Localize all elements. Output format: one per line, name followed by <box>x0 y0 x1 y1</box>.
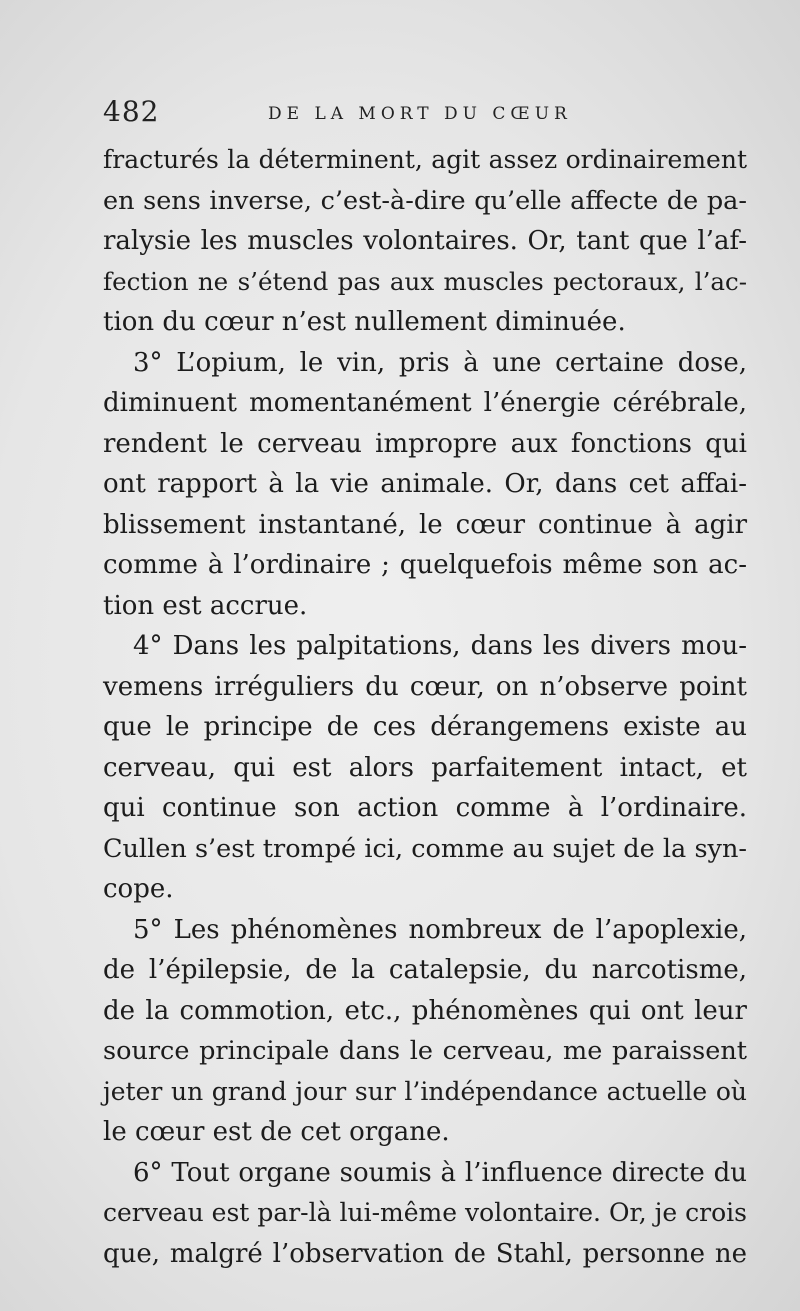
text-line: cope. <box>103 874 174 904</box>
text-line: 5° Les phénomènes nombreux de l’apoplexie, <box>133 914 747 945</box>
text-line: Cullen s’est trompé ici, comme au sujet de la syn- <box>103 833 747 864</box>
text-line: vemens irréguliers du cœur, on n’observe point <box>103 671 747 702</box>
text-line: le cœur est de cet organe. <box>103 1117 450 1147</box>
text-line: 4° Dans les palpitations, dans les divers mou- <box>133 631 747 661</box>
text-line: que, malgré l’observation de Stahl, personne ne <box>103 1238 747 1269</box>
text-line: de la commotion, etc., phénomènes qui ont leur <box>103 995 747 1026</box>
running-title: DE LA MORT DU CŒUR <box>268 104 572 124</box>
text-line: jeter un grand jour sur l’indépendance actuelle où <box>103 1076 747 1106</box>
text-line: tion est accrue. <box>103 590 308 621</box>
text-line: en sens inverse, c’est-à-dire qu’elle affecte de pa- <box>103 185 747 216</box>
text-line: cerveau est par-là lui-même volontaire. Or, je crois <box>103 1198 747 1227</box>
text-line: blissement instantané, le cœur continue à agir <box>103 509 747 540</box>
text-line: fracturés la déterminent, agit assez ordinairement <box>103 145 747 174</box>
text-line: de l’épilepsie, de la catalepsie, du narcotisme, <box>103 955 747 985</box>
text-line: qui continue son action comme à l’ordinaire. <box>103 793 747 823</box>
text-line: source principale dans le cerveau, me paraissent <box>103 1036 747 1066</box>
page-header <box>103 95 743 135</box>
text-line: diminuent momentanément l’énergie cérébrale, <box>103 388 747 418</box>
text-line: 6° Tout organe soumis à l’influence directe du <box>133 1157 747 1188</box>
text-line: 3° L’opium, le vin, pris à une certaine dose, <box>133 347 747 378</box>
text-line: rendent le cerveau impropre aux fonctions qui <box>103 428 747 459</box>
text-line: ont rapport à la vie animale. Or, dans cet affai- <box>103 469 747 499</box>
page-number: 482 <box>103 95 160 128</box>
text-line: ralysie les muscles volontaires. Or, tant que l’af- <box>103 226 747 256</box>
text-line: cerveau, qui est alors parfaitement intact, et <box>103 752 747 783</box>
body-text <box>103 140 747 1274</box>
text-line: comme à l’ordinaire ; quelquefois même son ac- <box>103 550 747 580</box>
text-line: tion du cœur n’est nullement diminuée. <box>103 307 626 337</box>
text-line: fection ne s’étend pas aux muscles pectoraux, l’ac- <box>103 266 747 296</box>
text-line: que le principe de ces dérangemens existe au <box>103 712 747 742</box>
